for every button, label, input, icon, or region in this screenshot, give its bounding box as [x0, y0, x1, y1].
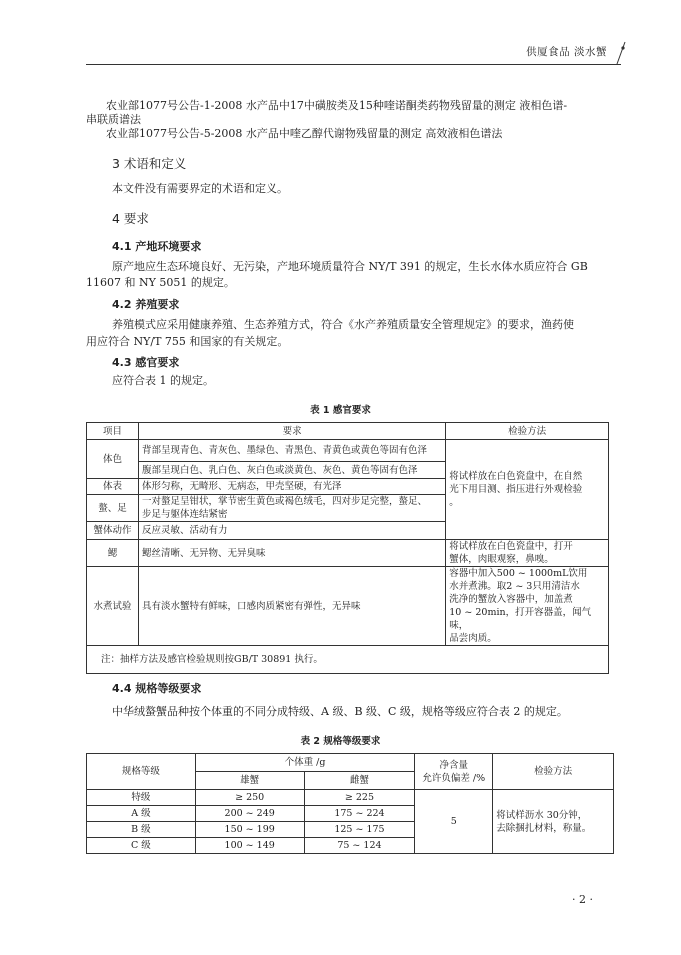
- table-2-grades: [86, 753, 614, 854]
- t1-color-label: 体色: [87, 440, 139, 479]
- t1-method-boil: [446, 567, 609, 646]
- t1-method-boil-line-4: 10 ~ 20min，打开容器盖，闻气味，: [449, 607, 592, 631]
- t1-leg-req-line-1: 一对螯足呈钳状，掌节密生黄色或褐色绒毛，四对步足完整，螯足、: [141, 496, 427, 507]
- table-1-sensory: [86, 422, 609, 674]
- section-4-4-title: 4.4 规格等级要求: [112, 682, 202, 695]
- t1-color-belly: 腹部呈现白色、乳白色、灰白色或淡黄色、灰色、黄色等固有色泽: [138, 462, 445, 479]
- t1-method-visual-line-3: 。: [449, 497, 459, 508]
- t2-header-weight: 个体重 /g: [195, 754, 415, 772]
- section-4-2-title: 4.2 养殖要求: [112, 298, 180, 311]
- t2-male: 150 ~ 199: [195, 822, 304, 838]
- t1-method-gill: [446, 540, 609, 567]
- t1-color-back: 背部呈现青色、青灰色、墨绿色、青黑色、青黄色或黄色等固有色泽: [138, 440, 445, 462]
- t1-method-boil-line-1: 容器中加入500 ~ 1000mL饮用: [449, 568, 588, 579]
- t2-header-method: 检验方法: [493, 754, 614, 790]
- table-1-caption: 表 1 感官要求: [310, 405, 371, 416]
- t2-male: 200 ~ 249: [195, 806, 304, 822]
- t1-boil-req: 具有淡水蟹特有鲜味，口感肉质紧密有弹性，无异味: [138, 567, 445, 646]
- table-2-caption: 表 2 规格等级要求: [300, 736, 381, 747]
- t1-method-gill-line-1: 将试样放在白色瓷盘中，打开: [449, 541, 573, 552]
- ref-1-line-1: 农业部1077号公告-1-2008 水产品中17中磺胺类及15种喹诺酮类药物残留量的测定 液相色谱-: [106, 99, 568, 112]
- section-4-3-body: 应符合表 1 的规定。: [112, 374, 214, 387]
- t2-header-net: [415, 754, 493, 790]
- t2-net-value: 5: [415, 790, 493, 854]
- section-4-3-title: 4.3 感官要求: [112, 356, 180, 369]
- t1-gill-label: 鳃: [87, 540, 139, 567]
- t2-header-grade: 规格等级: [87, 754, 196, 790]
- t1-boil-label: 水煮试验: [87, 567, 139, 646]
- t2-header-net-line-1: 净含量: [439, 759, 469, 771]
- t1-method-boil-line-2: 水并煮沸。取2 ~ 3只用清洁水: [449, 581, 580, 592]
- t2-female: 75 ~ 124: [304, 838, 415, 854]
- t2-method-line-2: 去除捆扎材料，称量。: [496, 822, 592, 834]
- t1-method-visual-line-2: 光下用目测、指压进行外观检验: [449, 484, 583, 495]
- t1-gill-req: 鳃丝清晰、无异物、无异臭味: [138, 540, 445, 567]
- t2-male: ≥ 250: [195, 790, 304, 806]
- t2-grade: 特级: [87, 790, 196, 806]
- t2-female: 125 ~ 175: [304, 822, 415, 838]
- t1-header-requirement: 要求: [138, 423, 445, 440]
- t1-header-item: 项目: [87, 423, 139, 440]
- t2-female: ≥ 225: [304, 790, 415, 806]
- section-4-1-line-2: 11607 和 NY 5051 的规定。: [86, 276, 235, 289]
- section-4-1-title: 4.1 产地环境要求: [112, 240, 202, 253]
- t1-shape-req: 体形匀称，无畸形、无病态，甲壳坚硬，有光泽: [138, 479, 445, 495]
- section-3-title: 3 术语和定义: [112, 156, 187, 171]
- t2-header-net-line-2: 允许负偏差 /%: [422, 772, 486, 784]
- t1-shape-label: 体表: [87, 479, 139, 495]
- section-4-4-body: 中华绒螯蟹品种按个体重的不同分成特级、A 级、B 级、C 级，规格等级应符合表 2 的规定。: [112, 705, 568, 718]
- t1-header-method: 检验方法: [446, 423, 609, 440]
- t1-act-label: 蟹体动作: [87, 522, 139, 540]
- t1-method-visual: [446, 440, 609, 540]
- t2-method-line-1: 将试样沥水 30分钟，: [496, 809, 588, 821]
- t2-grade: A 级: [87, 806, 196, 822]
- t1-method-gill-line-2: 蟹体，肉眼观察，鼻嗅。: [449, 554, 554, 565]
- t2-grade: C 级: [87, 838, 196, 854]
- section-4-2-line-1: 养殖模式应采用健康养殖、生态养殖方式，符合《水产养殖质量安全管理规定》的要求，渔药使: [112, 318, 574, 331]
- t2-female: 175 ~ 224: [304, 806, 415, 822]
- t2-method: [493, 790, 614, 854]
- ref-2-line-1: 农业部1077号公告-5-2008 水产品中喹乙醇代谢物残留量的测定 高效液相色谱法: [106, 127, 503, 140]
- section-4-title: 4 要求: [112, 211, 149, 226]
- header-brand: 供厦食品 淡水蟹: [526, 46, 607, 58]
- t1-leg-label: 螯、足: [87, 495, 139, 522]
- section-4-2-line-2: 用应符合 NY/T 755 和国家的有关规定。: [86, 335, 289, 348]
- page-header: [86, 38, 621, 65]
- t1-leg-req-line-2: 步足与躯体连结紧密: [141, 509, 228, 520]
- t1-method-visual-line-1: 将试样放在白色瓷盘中，在自然: [449, 471, 583, 482]
- t1-method-boil-line-3: 洗净的蟹放入容器中，加盖煮: [449, 594, 573, 605]
- t1-act-req: 反应灵敏、活动有力: [138, 522, 445, 540]
- t2-male: 100 ~ 149: [195, 838, 304, 854]
- header-tick-icon: [613, 40, 627, 66]
- page-number: · 2 ·: [572, 893, 593, 906]
- t2-grade: B 级: [87, 822, 196, 838]
- t1-note: 注：抽样方法及感官检验规则按GB/T 30891 执行。: [87, 646, 609, 674]
- t1-method-boil-line-5: 品尝肉质。: [449, 633, 497, 644]
- t1-leg-req: [138, 495, 445, 522]
- t2-header-female: 雌蟹: [304, 772, 415, 790]
- ref-1-line-2: 串联质谱法: [86, 113, 141, 126]
- section-4-1-line-1: 原产地应生态环境良好、无污染，产地环境质量符合 NY/T 391 的规定，生长水体水质应符合 GB: [112, 260, 588, 273]
- t2-header-male: 雄蟹: [195, 772, 304, 790]
- section-3-body: 本文件没有需要界定的术语和定义。: [112, 182, 288, 195]
